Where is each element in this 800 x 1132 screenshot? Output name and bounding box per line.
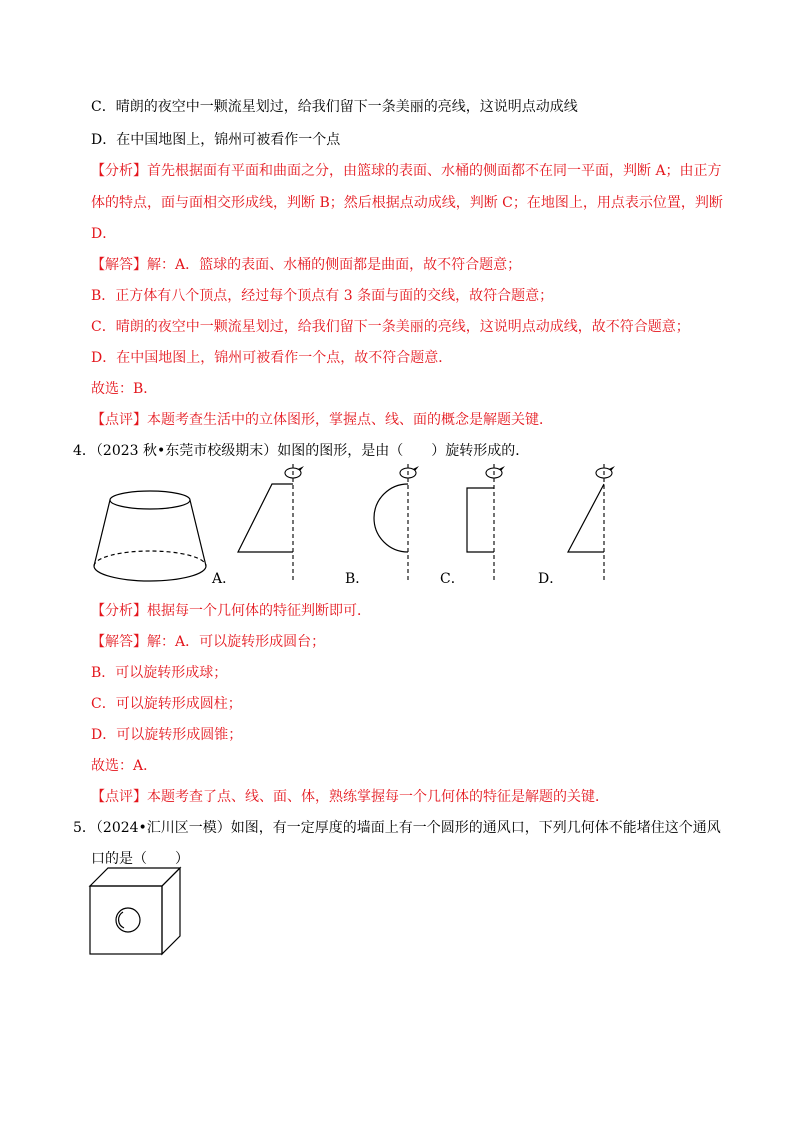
option-c-label: C． [440, 571, 465, 587]
q3-analysis-line-1: 【分析】首先根据面有平面和曲面之分，由篮球的表面、水桶的侧面都不在同一平面，判断 A；由正方 [91, 163, 722, 179]
q4-solution-line-4: D．可以旋转形成圆锥； [91, 727, 243, 743]
q3-option-c: C．晴朗的夜空中一颗流星划过，给我们留下一条美丽的亮线，这说明点动成线 [91, 99, 578, 115]
q4-comment: 【点评】本题考查了点、线、面、体，熟练掌握每一个几何体的特征是解题的关键． [91, 789, 609, 805]
option-b-label: B． [345, 571, 370, 587]
q3-option-d: D．在中国地图上，锦州可被看作一个点 [91, 132, 341, 148]
frustum-figure [88, 488, 212, 588]
option-b-semicircle-figure [362, 462, 422, 584]
q3-solution-answer: 故选：B． [91, 381, 158, 397]
q3-solution-line-4: D．在中国地图上，锦州可被看作一个点，故不符合题意． [91, 350, 453, 366]
q4-solution-line-2: B．可以旋转形成球； [91, 665, 228, 681]
option-a-trapezoid-figure [232, 462, 312, 584]
q3-solution-line-1: 【解答】解：A．篮球的表面、水桶的侧面都是曲面，故不符合题意； [91, 257, 522, 273]
option-d-triangle-figure [560, 462, 625, 584]
q4-solution-line-1: 【解答】解：A．可以旋转形成圆台； [91, 634, 326, 650]
q3-solution-line-2: B．正方体有八个顶点，经过每个顶点有 3 条面与面的交线，故符合题意； [91, 288, 554, 304]
q5-stem-line-1: 5．（2024•汇川区一模）如图，有一定厚度的墙面上有一个圆形的通风口，下列几何体不能堵住这个通风 [73, 820, 721, 836]
q5-stem-line-2: 口的是（ ） [91, 851, 189, 867]
q4-solution-line-3: C．可以旋转形成圆柱； [91, 696, 242, 712]
q3-analysis-line-2: 体的特点，面与面相交形成线，判断 B；然后根据点动成线，判断 C；在地图上，用点表示位置，判断 [91, 195, 723, 211]
q3-comment: 【点评】本题考查生活中的立体图形，掌握点、线、面的概念是解题关键． [91, 412, 553, 428]
option-d-label: D． [538, 571, 564, 587]
option-a-label: A． [212, 571, 237, 587]
q4-solution-answer: 故选：A． [91, 758, 158, 774]
q3-analysis-line-3: D． [91, 226, 117, 242]
q4-analysis: 【分析】根据每一个几何体的特征判断即可． [91, 603, 371, 619]
option-c-rectangle-figure [458, 462, 508, 584]
wall-vent-figure [88, 866, 188, 956]
q3-solution-line-3: C．晴朗的夜空中一颗流星划过，给我们留下一条美丽的亮线，这说明点动成线，故不符合题意； [91, 319, 690, 335]
q4-stem: 4．（2023 秋•东莞市校级期末）如图的图形，是由（ ）旋转形成的． [73, 443, 530, 459]
